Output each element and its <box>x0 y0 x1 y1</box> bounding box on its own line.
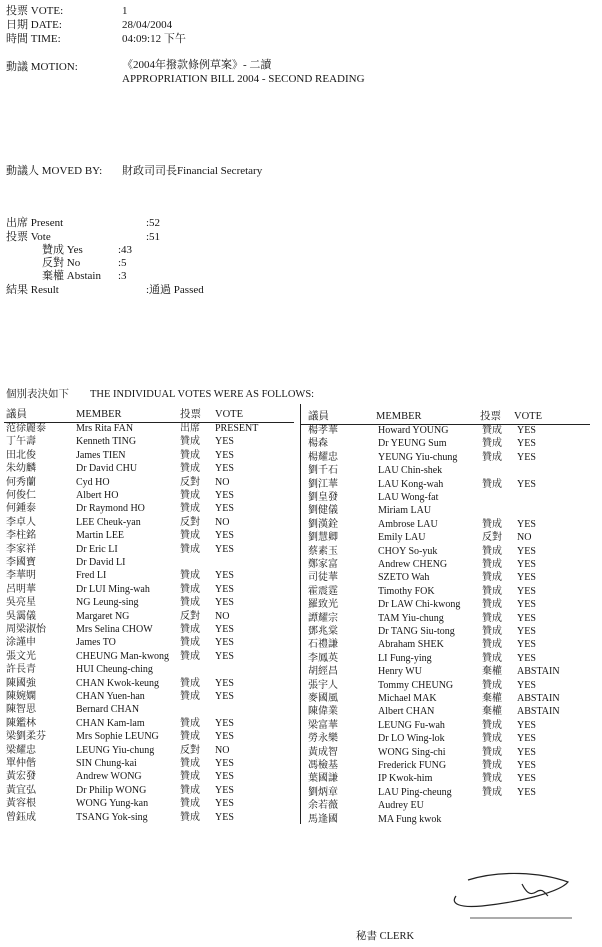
member-en-name: LEE Cheuk-yan <box>76 516 141 528</box>
member-vote-en: YES <box>517 639 536 651</box>
yes-value: :43 <box>118 244 133 256</box>
member-zh-name: 范徐麗泰 <box>6 423 46 434</box>
member-zh-name: 李華明 <box>6 570 36 582</box>
member-vote-zh: 棄權 <box>482 666 502 678</box>
member-zh-name: 單仲偕 <box>6 758 36 769</box>
member-zh-name: 梁劉柔芬 <box>6 731 46 743</box>
member-vote-zh: 贊成 <box>180 637 200 649</box>
member-en-name: Dr YEUNG Sum <box>378 438 447 450</box>
member-en-name: Henry WU <box>378 666 422 678</box>
member-vote-en: YES <box>215 503 234 515</box>
left-col-member-en: MEMBER <box>76 409 122 420</box>
member-vote-en: YES <box>517 719 536 731</box>
member-vote-zh: 贊成 <box>482 478 502 490</box>
member-vote-zh: 贊成 <box>482 760 502 771</box>
member-vote-zh: 贊成 <box>180 731 200 743</box>
member-vote-en: YES <box>215 677 234 689</box>
member-vote-en: NO <box>215 744 230 756</box>
member-vote-en: YES <box>517 626 536 637</box>
member-zh-name: 周梁淑怡 <box>6 624 46 635</box>
date-label: 日期 DATE: <box>6 19 62 31</box>
member-zh-name: 劉千石 <box>308 465 338 477</box>
member-en-name: CHAN Kam-lam <box>76 717 145 729</box>
member-en-name: Dr Philip WONG <box>76 784 147 796</box>
member-zh-name: 陳偉業 <box>308 706 338 718</box>
member-vote-zh: 贊成 <box>180 503 200 515</box>
vote-count-value: :51 <box>146 231 161 243</box>
member-zh-name: 麥國風 <box>308 693 338 704</box>
member-en-name: Timothy FOK <box>378 585 435 597</box>
member-zh-name: 李卓人 <box>6 516 36 528</box>
member-vote-zh: 贊成 <box>482 572 502 584</box>
member-vote-zh: 反對 <box>180 744 200 756</box>
member-vote-zh: 贊成 <box>482 746 502 758</box>
member-en-name: Andrew CHENG <box>378 559 448 570</box>
member-vote-en: NO <box>517 532 532 544</box>
member-vote-zh: 反對 <box>482 532 502 544</box>
member-vote-en: YES <box>517 572 536 584</box>
member-en-name: Dr David CHU <box>76 463 138 475</box>
vote-count-label: 投票 Vote <box>6 231 51 243</box>
time-label: 時間 TIME: <box>6 33 61 45</box>
member-zh-name: 吳亮星 <box>6 597 36 609</box>
member-vote-zh: 贊成 <box>180 436 200 448</box>
no-label: 反對 No <box>42 257 81 269</box>
member-vote-en: YES <box>215 637 234 649</box>
member-vote-en: YES <box>517 585 536 597</box>
member-vote-en: YES <box>517 599 536 611</box>
member-en-name: Mrs Sophie LEUNG <box>76 731 159 743</box>
member-en-name: WONG Yung-kan <box>76 798 149 810</box>
member-en-name: SIN Chung-kai <box>76 758 137 769</box>
member-vote-en: YES <box>517 545 536 557</box>
member-vote-zh: 出席 <box>180 423 200 434</box>
member-vote-zh: 贊成 <box>180 463 200 475</box>
member-zh-name: 曾鈺成 <box>6 811 36 823</box>
member-zh-name: 馬逢國 <box>308 813 338 825</box>
member-vote-zh: 贊成 <box>482 518 502 530</box>
member-en-name: TSANG Yok-sing <box>76 811 148 823</box>
member-vote-zh: 反對 <box>180 516 200 528</box>
date-value: 28/04/2004 <box>122 19 173 31</box>
member-zh-name: 余若薇 <box>308 800 338 812</box>
member-vote-zh: 贊成 <box>180 570 200 582</box>
member-vote-zh: 贊成 <box>180 583 200 595</box>
member-zh-name: 呂明華 <box>6 583 36 595</box>
member-en-name: Dr David LI <box>76 557 126 568</box>
member-vote-zh: 贊成 <box>482 786 502 798</box>
present-value: :52 <box>146 217 161 229</box>
member-vote-zh: 贊成 <box>180 798 200 810</box>
member-en-name: Mrs Rita FAN <box>76 423 134 434</box>
member-en-name: Dr Eric LI <box>76 543 118 555</box>
right-col-member-zh: 議員 <box>308 411 329 422</box>
member-en-name: LI Fung-ying <box>378 652 432 664</box>
member-en-name: LAU Kong-wah <box>378 478 444 490</box>
member-en-name: Frederick FUNG <box>378 760 447 771</box>
member-vote-zh: 贊成 <box>180 624 200 635</box>
member-zh-name: 黃容根 <box>6 798 36 810</box>
member-vote-en: YES <box>215 717 234 729</box>
member-vote-en: YES <box>215 570 234 582</box>
member-vote-en: YES <box>215 583 234 595</box>
member-vote-en: YES <box>215 530 234 542</box>
member-zh-name: 鄭家富 <box>308 559 338 570</box>
member-vote-en: YES <box>215 758 234 769</box>
member-vote-en: YES <box>517 786 536 798</box>
member-vote-en: YES <box>517 559 536 570</box>
left-col-vote-en: VOTE <box>215 409 243 420</box>
member-en-name: WONG Sing-chi <box>378 746 446 758</box>
member-en-name: Bernard CHAN <box>76 704 140 716</box>
member-zh-name: 胡經昌 <box>308 666 338 678</box>
member-en-name: James TIEN <box>76 449 126 461</box>
member-vote-en: NO <box>215 610 230 622</box>
member-en-name: LAU Chin-shek <box>378 465 443 477</box>
member-en-name: SZETO Wah <box>378 572 430 584</box>
member-en-name: CHAN Yuen-han <box>76 691 145 702</box>
member-en-name: CHAN Kwok-keung <box>76 677 160 689</box>
member-en-name: LAU Wong-fat <box>378 492 439 503</box>
member-vote-zh: 贊成 <box>482 438 502 450</box>
member-en-name: Cyd HO <box>76 476 110 488</box>
member-vote-zh: 贊成 <box>482 599 502 611</box>
member-vote-en: YES <box>517 518 536 530</box>
member-zh-name: 劉健儀 <box>308 505 338 517</box>
motion-title-zh: 《2004年撥款條例草案》- 二讀 <box>122 59 272 71</box>
moved-by-label: 動議人 MOVED BY: <box>6 165 103 177</box>
member-en-name: MA Fung kwok <box>378 813 442 825</box>
member-vote-en: YES <box>215 691 234 702</box>
member-vote-en: YES <box>517 773 536 785</box>
member-en-name: HUI Cheung-ching <box>76 664 153 676</box>
member-vote-en: PRESENT <box>215 423 259 434</box>
abstain-value: :3 <box>118 270 127 282</box>
moved-by-value: 財政司司長Financial Secretary <box>122 165 263 177</box>
member-en-name: Howard YOUNG <box>378 425 449 436</box>
vote-number-label: 投票 VOTE: <box>6 5 64 17</box>
member-zh-name: 陳婉嫻 <box>6 691 36 702</box>
motion-title-en: APPROPRIATION BILL 2004 - SECOND READING <box>122 73 365 85</box>
abstain-label: 棄權 Abstain <box>42 270 101 282</box>
member-vote-zh: 反對 <box>180 610 200 622</box>
member-zh-name: 田北俊 <box>6 449 36 461</box>
member-zh-name: 劉江華 <box>308 478 338 490</box>
left-col-member-zh: 議員 <box>6 409 27 420</box>
votes-heading-zh: 個別表決如下 <box>6 389 69 400</box>
member-en-name: Audrey EU <box>378 800 424 812</box>
member-zh-name: 吳靄儀 <box>6 610 36 622</box>
member-zh-name: 黃宏發 <box>6 771 36 783</box>
member-vote-zh: 贊成 <box>482 559 502 570</box>
member-vote-en: YES <box>215 543 234 555</box>
member-vote-zh: 贊成 <box>180 530 200 542</box>
member-en-name: Kenneth TING <box>76 436 137 448</box>
member-vote-zh: 贊成 <box>180 543 200 555</box>
column-divider <box>300 404 301 824</box>
member-en-name: James TO <box>76 637 116 649</box>
member-zh-name: 李國寶 <box>6 557 36 568</box>
member-en-name: Ambrose LAU <box>378 518 438 530</box>
member-zh-name: 司徒華 <box>308 572 338 584</box>
member-vote-zh: 贊成 <box>180 449 200 461</box>
member-vote-zh: 贊成 <box>180 717 200 729</box>
member-vote-en: YES <box>215 798 234 810</box>
member-vote-zh: 贊成 <box>180 677 200 689</box>
member-en-name: Martin LEE <box>76 530 125 542</box>
member-vote-en: YES <box>215 771 234 783</box>
member-vote-en: YES <box>215 463 234 475</box>
member-en-name: Dr LAW Chi-kwong <box>378 599 461 611</box>
member-vote-zh: 贊成 <box>482 425 502 436</box>
member-zh-name: 張文光 <box>6 650 36 662</box>
member-en-name: LEUNG Yiu-chung <box>76 744 155 756</box>
member-en-name: Albert CHAN <box>378 706 435 718</box>
member-zh-name: 何秀蘭 <box>6 476 36 488</box>
member-en-name: Emily LAU <box>378 532 426 544</box>
yes-label: 贊成 Yes <box>42 244 83 256</box>
right-col-vote-zh: 投票 <box>480 411 501 422</box>
member-vote-en: YES <box>215 490 234 501</box>
member-vote-zh: 贊成 <box>482 626 502 637</box>
member-zh-name: 李柱銘 <box>6 530 36 542</box>
member-zh-name: 勞永樂 <box>308 733 338 745</box>
member-vote-en: YES <box>517 746 536 758</box>
member-zh-name: 劉皇發 <box>308 492 338 503</box>
member-vote-en: YES <box>215 597 234 609</box>
result-label: 結果 Result <box>6 284 59 296</box>
clerk-label: 秘書 CLERK <box>356 931 415 942</box>
member-zh-name: 石禮謙 <box>308 639 338 651</box>
member-vote-en: NO <box>215 476 230 488</box>
member-en-name: Miriam LAU <box>378 505 432 517</box>
left-col-vote-zh: 投票 <box>180 409 201 420</box>
member-vote-en: NO <box>215 516 230 528</box>
member-en-name: Margaret NG <box>76 610 130 622</box>
member-vote-zh: 贊成 <box>482 773 502 785</box>
member-vote-zh: 贊成 <box>482 451 502 463</box>
votes-heading-en: THE INDIVIDUAL VOTES WERE AS FOLLOWS: <box>90 389 315 400</box>
member-zh-name: 羅致光 <box>308 599 338 611</box>
member-vote-zh: 棄權 <box>482 693 502 704</box>
member-en-name: YEUNG Yiu-chung <box>378 451 458 463</box>
member-vote-en: YES <box>215 784 234 796</box>
present-label: 出席 Present <box>6 217 64 229</box>
member-vote-en: YES <box>517 760 536 771</box>
member-vote-zh: 贊成 <box>180 691 200 702</box>
time-value: 04:09:12 下午 <box>122 33 186 45</box>
member-vote-zh: 贊成 <box>180 650 200 662</box>
member-en-name: IP Kwok-him <box>378 773 433 785</box>
member-en-name: Tommy CHEUNG <box>378 679 454 691</box>
motion-label: 動議 MOTION: <box>6 61 78 73</box>
member-vote-zh: 贊成 <box>482 545 502 557</box>
member-vote-en: YES <box>215 624 234 635</box>
member-vote-zh: 贊成 <box>482 719 502 731</box>
member-vote-en: YES <box>215 650 234 662</box>
right-col-vote-en: VOTE <box>514 411 542 422</box>
member-vote-zh: 贊成 <box>180 597 200 609</box>
member-zh-name: 梁耀忠 <box>6 744 36 756</box>
clerk-signature <box>440 862 580 932</box>
member-zh-name: 朱幼麟 <box>6 463 36 475</box>
member-zh-name: 劉炳章 <box>308 786 338 798</box>
member-vote-zh: 贊成 <box>180 811 200 823</box>
member-vote-en: YES <box>215 449 234 461</box>
member-zh-name: 丁午壽 <box>6 436 36 448</box>
member-zh-name: 楊孝華 <box>308 425 338 436</box>
member-vote-en: ABSTAIN <box>517 706 560 718</box>
member-zh-name: 蔡素玉 <box>308 545 338 557</box>
member-zh-name: 譚耀宗 <box>308 612 338 624</box>
member-en-name: Dr LO Wing-lok <box>378 733 445 745</box>
member-en-name: LAU Ping-cheung <box>378 786 452 798</box>
right-col-member-en: MEMBER <box>376 411 422 422</box>
member-zh-name: 霍震霆 <box>308 585 338 597</box>
member-zh-name: 劉漢銓 <box>308 518 338 530</box>
member-vote-en: ABSTAIN <box>517 693 560 704</box>
result-value: :通過 Passed <box>146 284 204 296</box>
member-zh-name: 葉國謙 <box>308 773 338 785</box>
member-en-name: Dr LUI Ming-wah <box>76 583 150 595</box>
member-vote-zh: 贊成 <box>482 652 502 664</box>
member-zh-name: 許長青 <box>6 664 36 676</box>
member-en-name: Dr Raymond HO <box>76 503 145 515</box>
member-zh-name: 黃成智 <box>308 746 338 758</box>
member-zh-name: 楊耀忠 <box>308 451 338 463</box>
member-zh-name: 李家祥 <box>6 543 36 555</box>
member-vote-en: YES <box>517 652 536 664</box>
member-vote-zh: 贊成 <box>482 679 502 691</box>
no-value: :5 <box>118 257 127 269</box>
member-zh-name: 黃宜弘 <box>6 784 36 796</box>
member-zh-name: 楊森 <box>308 438 328 450</box>
member-zh-name: 何鍾泰 <box>6 503 36 515</box>
member-en-name: Abraham SHEK <box>378 639 444 651</box>
member-zh-name: 馮檢基 <box>308 760 338 771</box>
member-vote-en: YES <box>517 478 536 490</box>
member-zh-name: 鄧兆棠 <box>308 626 338 637</box>
member-vote-en: YES <box>517 679 536 691</box>
member-vote-zh: 棄權 <box>482 706 502 718</box>
member-en-name: Fred LI <box>76 570 107 582</box>
member-vote-zh: 贊成 <box>180 490 200 501</box>
member-en-name: Albert HO <box>76 490 119 501</box>
member-vote-zh: 贊成 <box>482 612 502 624</box>
member-en-name: LEUNG Fu-wah <box>378 719 445 731</box>
member-vote-en: YES <box>517 425 536 436</box>
member-zh-name: 何俊仁 <box>6 490 36 501</box>
member-vote-zh: 贊成 <box>482 639 502 651</box>
member-vote-zh: 贊成 <box>482 733 502 745</box>
member-vote-en: YES <box>517 438 536 450</box>
member-en-name: Andrew WONG <box>76 771 142 783</box>
member-en-name: Mrs Selina CHOW <box>76 624 153 635</box>
member-vote-zh: 贊成 <box>180 771 200 783</box>
member-en-name: Dr TANG Siu-tong <box>378 626 455 637</box>
member-vote-zh: 贊成 <box>482 585 502 597</box>
member-vote-en: YES <box>517 451 536 463</box>
member-vote-en: ABSTAIN <box>517 666 560 678</box>
member-zh-name: 劉慧卿 <box>308 532 338 544</box>
member-vote-zh: 贊成 <box>180 784 200 796</box>
member-zh-name: 李鳳英 <box>308 652 338 664</box>
member-zh-name: 陳鑑林 <box>6 717 36 729</box>
member-vote-en: YES <box>517 612 536 624</box>
member-vote-zh: 贊成 <box>180 758 200 769</box>
member-en-name: Michael MAK <box>378 693 437 704</box>
member-zh-name: 涂謹申 <box>6 637 36 649</box>
member-vote-en: YES <box>215 731 234 743</box>
member-zh-name: 陳國強 <box>6 677 36 689</box>
member-en-name: CHOY So-yuk <box>378 545 438 557</box>
member-vote-en: YES <box>215 811 234 823</box>
member-vote-zh: 反對 <box>180 476 200 488</box>
member-en-name: CHEUNG Man-kwong <box>76 650 170 662</box>
member-en-name: TAM Yiu-chung <box>378 612 444 624</box>
member-zh-name: 張宇人 <box>308 679 338 691</box>
member-zh-name: 陳智思 <box>6 704 36 716</box>
member-vote-en: YES <box>517 733 536 745</box>
vote-number-value: 1 <box>122 5 128 17</box>
member-vote-en: YES <box>215 436 234 448</box>
member-en-name: NG Leung-sing <box>76 597 139 609</box>
member-zh-name: 梁富華 <box>308 719 338 731</box>
